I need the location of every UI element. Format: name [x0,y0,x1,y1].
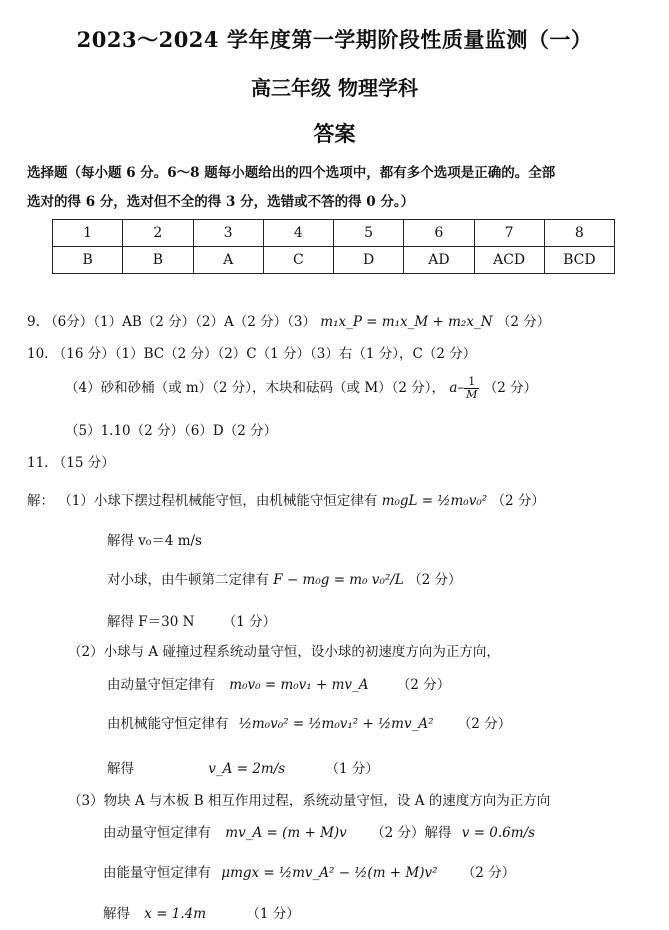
doc-heading: 答案 [313,121,356,146]
q11-part-2-line: （2）小球与 A 碰撞过程系统动量守恒，设小球的初速度方向为正方向， [68,644,500,660]
table-cell-number: 5 [334,220,404,247]
q11-part-2-momentum-formula: m₀v₀ = m₀v₁ + mv_A [229,677,369,693]
q11-part-3-momentum-text: 由动量守恒定律有 [103,825,211,841]
q10-line-2 [65,376,537,401]
table-cell-number: 4 [263,220,333,247]
q9-line [27,310,550,330]
q11-part-3-solve [103,902,300,922]
q10-label: 10. [27,346,49,362]
q11-part-1-result [107,610,276,630]
q10-line-3: （5）1.10（2 分）（6）D（2 分） [65,423,278,439]
q11-newton-text: 对小球，由牛顿第二定律有 [107,572,269,588]
q11-part-2-energy [107,712,511,732]
q11-part-3-energy-text: 由能量守恒定律有 [103,865,211,881]
q11-part-3-momentum [103,821,535,841]
q10-line-2-text: （4）砂和砂桶（或 m）（2 分），木块和砝码（或 M）（2 分）， [65,380,446,396]
fraction-numerator: 1 [464,376,479,389]
q11-part-1-formula: m₀gL = ½m₀v₀² [381,493,488,509]
fraction-denominator: M [466,388,478,401]
q10-line-1 [27,342,476,362]
q11-part-3-solve-score: （1 分） [246,906,300,922]
q10-line-1-text: （16 分）（1）BC（2 分）（2）C（1 分）（3）右（1 分），C（2 分） [52,346,477,362]
table-cell-answer: AD [404,247,474,274]
q11-part-2-momentum-text: 由动量守恒定律有 [107,677,215,693]
q10-line-2-score: （2 分） [483,380,538,396]
q11-part-3-energy-score: （2 分） [461,865,516,881]
doc-title: 2023～2024 学年度第一学期阶段性质量监测（一） [76,27,593,52]
q11-part-3-momentum-score: （2 分）解得 [371,825,452,841]
solution-label: 解： [27,493,54,509]
doc-subtitle: 高三年级 物理学科 [251,76,418,100]
table-cell-number: 8 [544,220,614,247]
q11-part-3-solve-value: x = 1.4m [144,906,207,922]
table-cell-number: 1 [53,220,123,247]
table-cell-answer: ACD [474,247,544,274]
q9-text: （6分）（1）AB（2 分）（2）A（2 分）（3） [44,314,316,330]
q11-part-2-momentum-score: （2 分） [396,677,451,693]
q10-formula-lead: a– [449,380,465,396]
q10-fraction [464,376,479,401]
table-cell-number: 6 [404,220,474,247]
q11-part-1-line [27,489,545,509]
table-cell-answer: C [263,247,333,274]
q11-newton-line [107,568,461,588]
table-cell-number: 7 [474,220,544,247]
q11-part-2-solve-value: v_A = 2m/s [208,761,286,777]
q11-label: 11. [27,455,49,471]
q11-header [27,451,115,471]
intro-line-1: 选择题（每小题 6 分。6～8 题每小题给出的四个选项中，都有多个选项是正确的。全部 [27,165,556,181]
q11-part-2-energy-formula: ½m₀v₀² = ½m₀v₁² + ½mv_A² [238,716,434,732]
answer-table-answer-row [53,247,615,274]
q11-score-total: （15 分） [52,455,115,471]
table-cell-answer: D [334,247,404,274]
q11-part-2-solve [107,757,379,777]
q11-part-1-result-score: （1 分） [222,614,277,630]
q11-part-3-line: （3）物块 A 与木板 B 相互作用过程，系统动量守恒，设 A 的速度方向为正方向 [68,793,551,809]
table-cell-answer: A [193,247,263,274]
q11-newton-score: （2 分） [408,572,462,588]
intro-line-2: 选对的得 6 分，选对但不全的得 3 分，选错或不答的得 0 分。） [27,194,415,210]
q9-label: 9. [27,314,40,330]
q11-part-3-solve-text: 解得 [103,906,130,922]
table-cell-answer: B [123,247,193,274]
q11-part-2-solve-score: （1 分） [325,761,379,777]
q11-part-1-text: （1）小球下摆过程机械能守恒，由机械能守恒定律有 [58,493,378,509]
q11-part-2-energy-score: （2 分） [457,716,512,732]
table-cell-answer: BCD [544,247,614,274]
q11-part-1-result-text: 解得 F＝30 N [107,614,195,630]
q11-part-3-momentum-formula: mv_A = (m + M)v [225,825,347,841]
answer-table [52,219,615,274]
table-cell-number: 2 [123,220,193,247]
q11-part-3-momentum-result: v = 0.6m/s [461,825,536,841]
q11-part-2-solve-text: 解得 [107,761,134,777]
q11-part-3-energy-formula: μmgx = ½mv_A² − ½(m + M)v² [221,865,438,881]
q9-score: （2 分） [496,314,551,330]
answer-table-number-row [53,220,615,247]
q11-newton-formula: F − m₀g = m₀ v₀²/L [273,572,404,588]
table-cell-number: 3 [193,220,263,247]
q11-part-1-score: （2 分） [491,493,545,509]
q11-part-1-solve: 解得 v₀＝4 m/s [107,533,202,549]
q11-part-3-energy [103,861,515,881]
table-cell-answer: B [53,247,123,274]
q11-part-2-momentum [107,673,450,693]
q11-part-2-energy-text: 由机械能守恒定律有 [107,716,229,732]
q9-formula: m₁x_P = m₁x_M + m₂x_N [320,314,493,330]
